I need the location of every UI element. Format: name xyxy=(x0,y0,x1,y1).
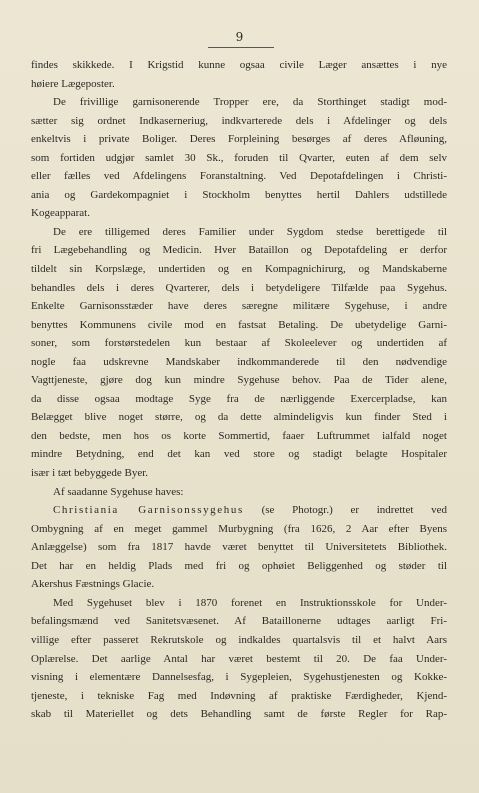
paragraph-line: Ombygning af en meget gammel Murbygning (fra 1626, 2 Aar efter Byens xyxy=(31,522,447,535)
paragraph-line: Anlæggelse) som fra 1817 havde været benyttet til Universitetets Bibliothek. xyxy=(31,541,447,554)
header-rule xyxy=(208,47,274,48)
paragraph-line: som fortiden udgjør samlet 30 Sk., foruden til Qvarter, euten af dem selv xyxy=(31,151,447,164)
paragraph-line: soner, som forstørstedelen kun bestaar af Skoleelever og undertiden af xyxy=(31,337,447,350)
paragraph-line: mindre Betydning, end det kan ved store og stadigt belagte Hospitaler xyxy=(31,448,447,461)
paragraph-line: De ere tilligemed deres Familier under Sygdom stedse berettigede til xyxy=(53,225,447,238)
paragraph-line: eller fælles ved Afdelingens Foranstaltning. Ved Depotafdelingen i Christi- xyxy=(31,170,447,183)
paragraph-line: fri Lægebehandling og Medicin. Hver Bataillon og Depotafdeling er derfor xyxy=(31,244,447,257)
paragraph-line: behandles dels i deres Qvarterer, dels i betydeligere Tilfælde paa Sygehus. xyxy=(31,281,447,294)
paragraph-line xyxy=(31,501,447,520)
paragraph-line: Akershus Fæstnings Glacie. xyxy=(31,578,155,591)
paragraph-line: Af saadanne Sygehuse haves: xyxy=(53,485,184,498)
paragraph-line: De frivillige garnisonerende Tropper ere, da Storthinget stadigt mod- xyxy=(53,96,447,109)
paragraph-line: tjeneste, i tekniske Fag med Indøvning af praktiske Færdigheder, Kjend- xyxy=(31,689,447,702)
paragraph-line: findes skikkede. I Krigstid kunne ogsaa civile Læger ansættes i nye xyxy=(31,59,447,71)
body-text xyxy=(31,56,447,724)
line-text: (se Photogr.) er indrettet ved xyxy=(243,504,447,517)
spaced-heading-text: Christiania Garnisonssygehus xyxy=(53,504,244,517)
paragraph-line: befalingsmænd ved Sanitetsvæsenet. Af Bataillonerne udtages aarligt Fri- xyxy=(31,615,447,628)
paragraph-line: tildelt sin Korpslæge, undertiden og en Kompagnichirurg, og Mandskaberne xyxy=(31,263,447,276)
paragraph-line: Kogeapparat. xyxy=(31,207,90,220)
paragraph-line: enkeltvis i private Boliger. Deres Forpleining besørges af deres Afløuning, xyxy=(31,133,447,146)
paragraph-line: nogle faa udskrevne Mandskaber indkommanderede til den nødvendige xyxy=(31,355,447,368)
paragraph-line: især i tæt bebyggede Byer. xyxy=(31,467,149,480)
paragraph-line: Oplærelse. Det aarlige Antal har været bestemt til 20. De faa Under- xyxy=(31,652,447,665)
paragraph-line: høiere Lægeposter. xyxy=(31,77,115,90)
paragraph-line: visning i elementære Dannelsesfag, i Sygepleien, Sygehustjenesten og Kokke- xyxy=(31,671,447,684)
paragraph-line: Enkelte Garnisonsstæder have deres særegne militære Sygehuse, i andre xyxy=(31,300,447,313)
paragraph-line: villige efter passeret Rekrutskole og indkaldes quartalsvis til et halvt Aars xyxy=(31,633,447,646)
paragraph-line: Belægget blive noget større, og da dette almindeligvis kun finder Sted i xyxy=(31,411,447,424)
paragraph-line: skab til Materiellet og dets Behandling samt de første Regler for Rap- xyxy=(31,708,447,721)
paragraph-line: da disse ogsaa modtage Syge fra de nærliggende Exercerpladse, kan xyxy=(31,392,447,405)
paragraph-line: Med Sygehuset blev i 1870 forenet en Instruktionsskole for Under- xyxy=(53,596,447,609)
paragraph-line: Vagttjeneste, gjøre dog kun mindre Sygehuse behov. Paa de Tider alene, xyxy=(31,374,447,387)
paragraph-line: benyttes Kommunens civile mod en fastsat Betaling. De ubetydelige Garni- xyxy=(31,318,447,331)
paragraph-line: ania og Gardekompagniet i Stockholm benyttes hertil Dahlers udstillede xyxy=(31,188,447,201)
paragraph-line: den bedste, men hos os korte Sommertid, faaer Luftrummet ialfald noget xyxy=(31,429,447,442)
paragraph-line: Det har en heldig Plads med fri og ophøiet Beliggenhed og støder til xyxy=(31,559,447,572)
page-number: 9 xyxy=(235,30,244,44)
paragraph-line: sætter sig ordnet Indkaserneriug, indkvarterede dels i Afdelinger og dels xyxy=(31,114,447,127)
